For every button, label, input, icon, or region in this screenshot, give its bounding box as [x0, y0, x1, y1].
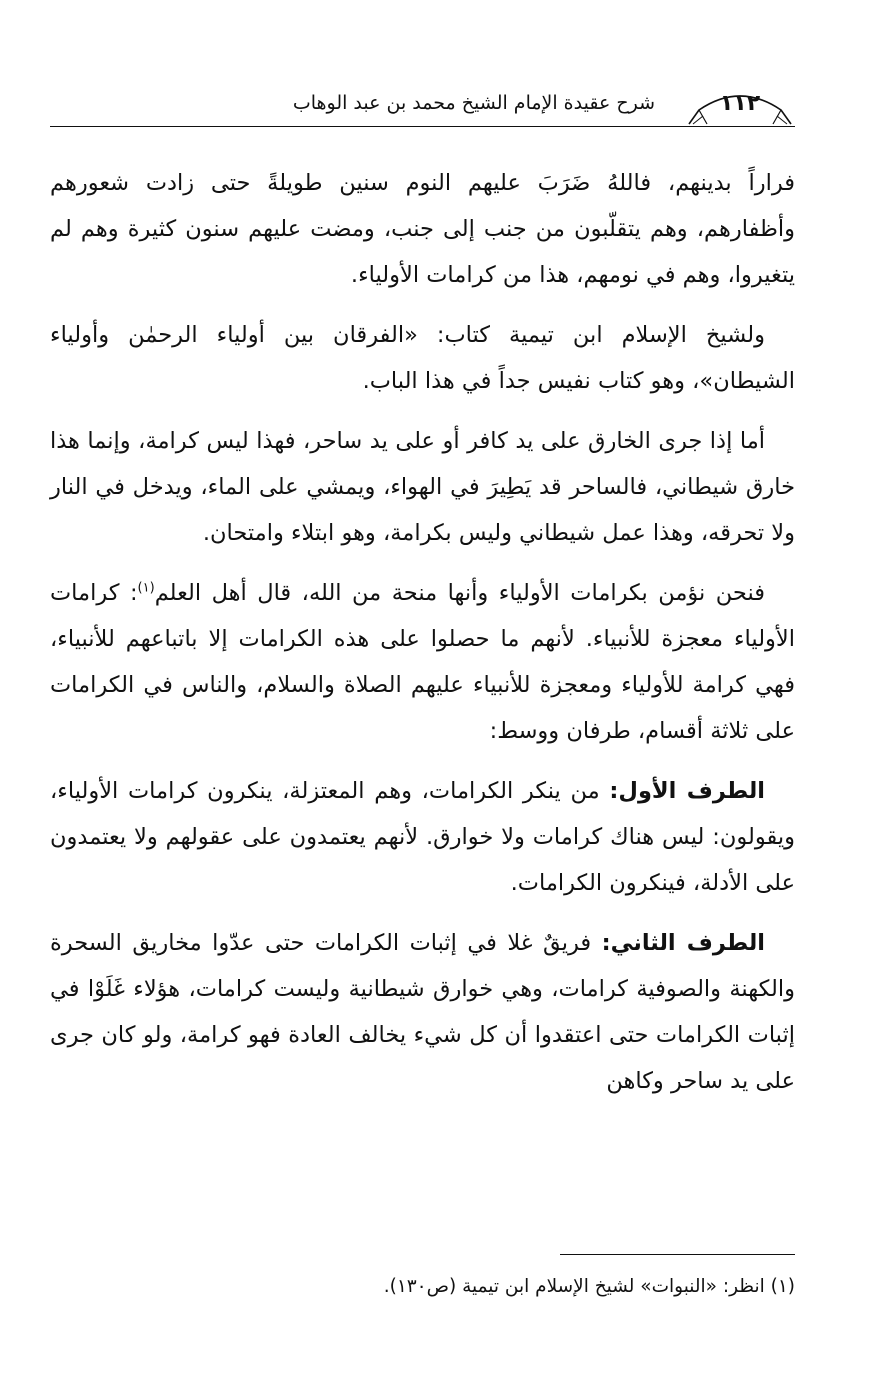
- page-header: [50, 86, 795, 126]
- paragraph-2: ولشيخ الإسلام ابن تيمية كتاب: «الفرقان بين أولياء الرحمٰن وأولياء الشيطان»، وهو كتاب نفيس جداً في هذا الباب.: [50, 322, 795, 394]
- main-text: [50, 160, 795, 1118]
- footnote: (١) انظر: «النبوات» لشيخ الإسلام ابن تيمية (ص١٣٠).: [383, 1276, 795, 1297]
- paragraph-4-text-before: فنحن نؤمن بكرامات الأولياء وأنها منحة من الله، قال أهل العلم: [154, 580, 765, 606]
- paragraph-6: [50, 920, 795, 1104]
- header-divider: [50, 126, 795, 127]
- page-number-ornament: [685, 86, 795, 126]
- paragraph-1: فراراً بدينهم، فاللهُ ضَرَبَ عليهم النوم سنين طويلةً حتى زادت شعورهم وأظفارهم، وهم يتقلّبون من جنب إلى جنب، ومضت عليهم سنون كثيرة وهم لم يتغيروا، وهم في نومهم، هذا من كرامات الأولياء.: [50, 170, 795, 288]
- paragraph-6-heading: الطرف الثاني:: [601, 930, 765, 956]
- paragraph-4-text-after: : كرامات الأولياء معجزة للأنبياء. لأنهم ما حصلوا على هذه الكرامات إلا باتباعهم للأنبياء، فهي كرامة للأولياء ومعجزة للأنبياء عليهم الصلاة والسلام، والناس في الكرامات على ثلاثة أقسام، طرفان ووسط:: [50, 580, 795, 744]
- paragraph-4: [50, 570, 795, 754]
- page-number: ١١٢: [719, 91, 761, 116]
- paragraph-5-text: من ينكر الكرامات، وهم المعتزلة، ينكرون كرامات الأولياء، ويقولون: ليس هناك كرامات ولا خوارق. لأنهم يعتمدون على عقولهم ولا يعتمدون على الأدلة، فينكرون الكرامات.: [50, 778, 795, 896]
- paragraph-6-text: فريقٌ غلا في إثبات الكرامات حتى عدّوا مخاريق السحرة والكهنة والصوفية كرامات، وهي خوارق شيطانية وليست كرامات، هؤلاء غَلَوْا في إثبات الكرامات حتى اعتقدوا أن كل شيء يخالف العادة فهو كرامة، ولو كان جرى على يد ساحر وكاهن: [50, 930, 795, 1094]
- paragraph-5-heading: الطرف الأول:: [609, 778, 765, 804]
- paragraph-3: أما إذا جرى الخارق على يد كافر أو على يد ساحر، فهذا ليس كرامة، وإنما هذا خارق شيطاني، فالساحر قد يَطِيرَ في الهواء، ويمشي على الماء، ويدخل في النار ولا تحرقه، وهذا عمل شيطاني وليس بكرامة، وهو ابتلاء وامتحان.: [50, 428, 795, 546]
- footnote-divider: [560, 1254, 795, 1255]
- footnote-reference: (١): [137, 580, 155, 596]
- paragraph-5: [50, 768, 795, 906]
- running-title: شرح عقيدة الإمام الشيخ محمد بن عبد الوهاب: [292, 92, 655, 114]
